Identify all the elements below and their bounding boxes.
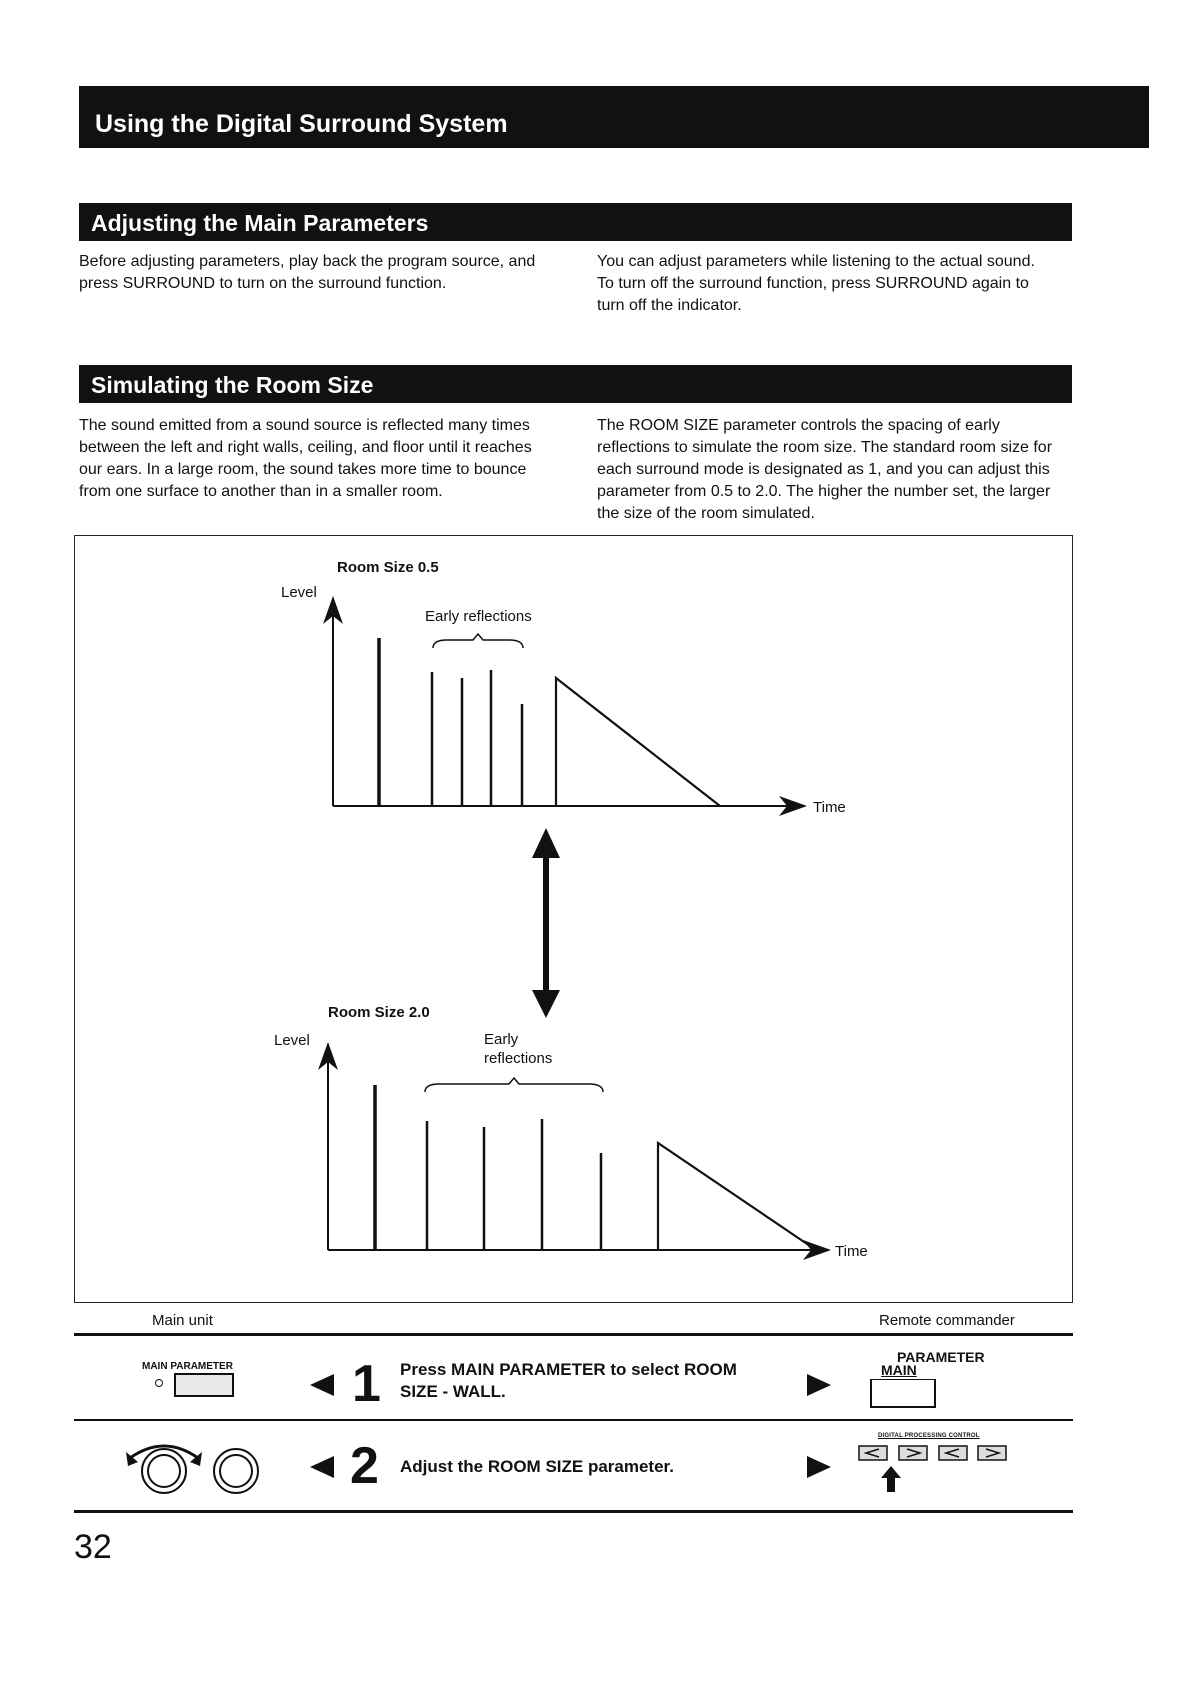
- bottom-annotation-line1: Early: [484, 1031, 519, 1048]
- bottom-chart-xlabel: Time: [835, 1243, 868, 1260]
- section-header-main-parameters: [79, 203, 1072, 241]
- room-size-diagram-svg: [75, 536, 1074, 1304]
- remote-main-label: MAIN: [881, 1362, 917, 1378]
- bottom-chart-title: Room Size 2.0: [328, 1004, 430, 1021]
- top-chart-xlabel: Time: [813, 799, 846, 816]
- step-2-text: Adjust the ROOM SIZE parameter.: [400, 1457, 674, 1476]
- section-title: Adjusting the Main Parameters: [91, 210, 429, 236]
- divider: [74, 1510, 1073, 1513]
- section1-right-text: You can adjust parameters while listening to the actual sound. To turn off the surround function, press SURROUND again to turn off the indicator.: [597, 253, 1035, 314]
- section1-left-text: Before adjusting parameters, play back the program source, and press SURROUND to turn on the surround function.: [79, 253, 536, 292]
- left-pointer-icon: [310, 1456, 334, 1478]
- up-arrow-icon: [881, 1466, 901, 1492]
- step-1-number: 1: [352, 1355, 381, 1413]
- bottom-chart-ylabel: Level: [274, 1032, 310, 1049]
- main-parameter-label: MAIN PARAMETER: [142, 1361, 233, 1372]
- compare-arrow-up-icon: [532, 828, 560, 858]
- section-header-room-size: [79, 365, 1072, 403]
- remote-commander-label: Remote commander: [879, 1312, 1015, 1329]
- main-parameter-button[interactable]: [174, 1373, 234, 1397]
- bottom-annotation-line2: reflections: [484, 1050, 553, 1067]
- bottom-reverb-decay: [658, 1143, 816, 1250]
- step-1-text-line1: Press MAIN PARAMETER to select ROOM: [400, 1360, 737, 1379]
- step-2-number: 2: [350, 1437, 379, 1495]
- main-unit-label: Main unit: [152, 1312, 213, 1329]
- remote-panel-label: DIGITAL PROCESSING CONTROL: [878, 1433, 980, 1439]
- page-title-bar: [79, 86, 1149, 148]
- remote-left-button-2[interactable]: [939, 1446, 967, 1460]
- room-size-diagram: [74, 535, 1073, 1303]
- step-1-text-line2: SIZE - WALL.: [400, 1382, 506, 1401]
- page-title: Using the Digital Surround System: [95, 110, 508, 138]
- top-reverb-decay: [556, 678, 720, 806]
- remote-left-button[interactable]: [859, 1446, 887, 1460]
- right-pointer-icon: [807, 1374, 831, 1396]
- compare-arrow-down-icon: [532, 990, 560, 1018]
- jog-dial-icon[interactable]: [124, 1436, 264, 1498]
- remote-right-button[interactable]: [899, 1446, 927, 1460]
- remote-main-parameter-button[interactable]: [870, 1379, 936, 1408]
- remote-parameter-label: PARAMETER: [897, 1349, 985, 1365]
- bottom-bracket: [425, 1078, 603, 1092]
- top-chart-title: Room Size 0.5: [337, 559, 439, 576]
- right-pointer-icon: [807, 1456, 831, 1478]
- remote-digital-processing-control: [857, 1442, 1011, 1502]
- left-pointer-icon: [310, 1374, 334, 1396]
- top-chart-ylabel: Level: [281, 584, 317, 601]
- indicator-icon: [155, 1379, 163, 1387]
- section-title: Simulating the Room Size: [91, 372, 374, 398]
- page-number: 32: [74, 1528, 112, 1566]
- divider: [74, 1333, 1073, 1336]
- remote-right-button-2[interactable]: [978, 1446, 1006, 1460]
- divider: [74, 1419, 1073, 1421]
- section2-right-text: The ROOM SIZE parameter controls the spacing of early reflections to simulate the room size. The standard room size for each surround mode is designated as 1, and you can adjust this parameter from 0.5 to 2.0. The higher the number set, the larger the size of the room simulated.: [597, 417, 1053, 522]
- top-bracket: [433, 634, 523, 648]
- section2-left-text: The sound emitted from a sound source is reflected many times between the left and right walls, ceiling, and floor until it reaches our ears. In a large room, the sound takes more time to bounce from one surface to another than in a smaller room.: [79, 417, 532, 500]
- top-annotation: Early reflections: [425, 608, 532, 625]
